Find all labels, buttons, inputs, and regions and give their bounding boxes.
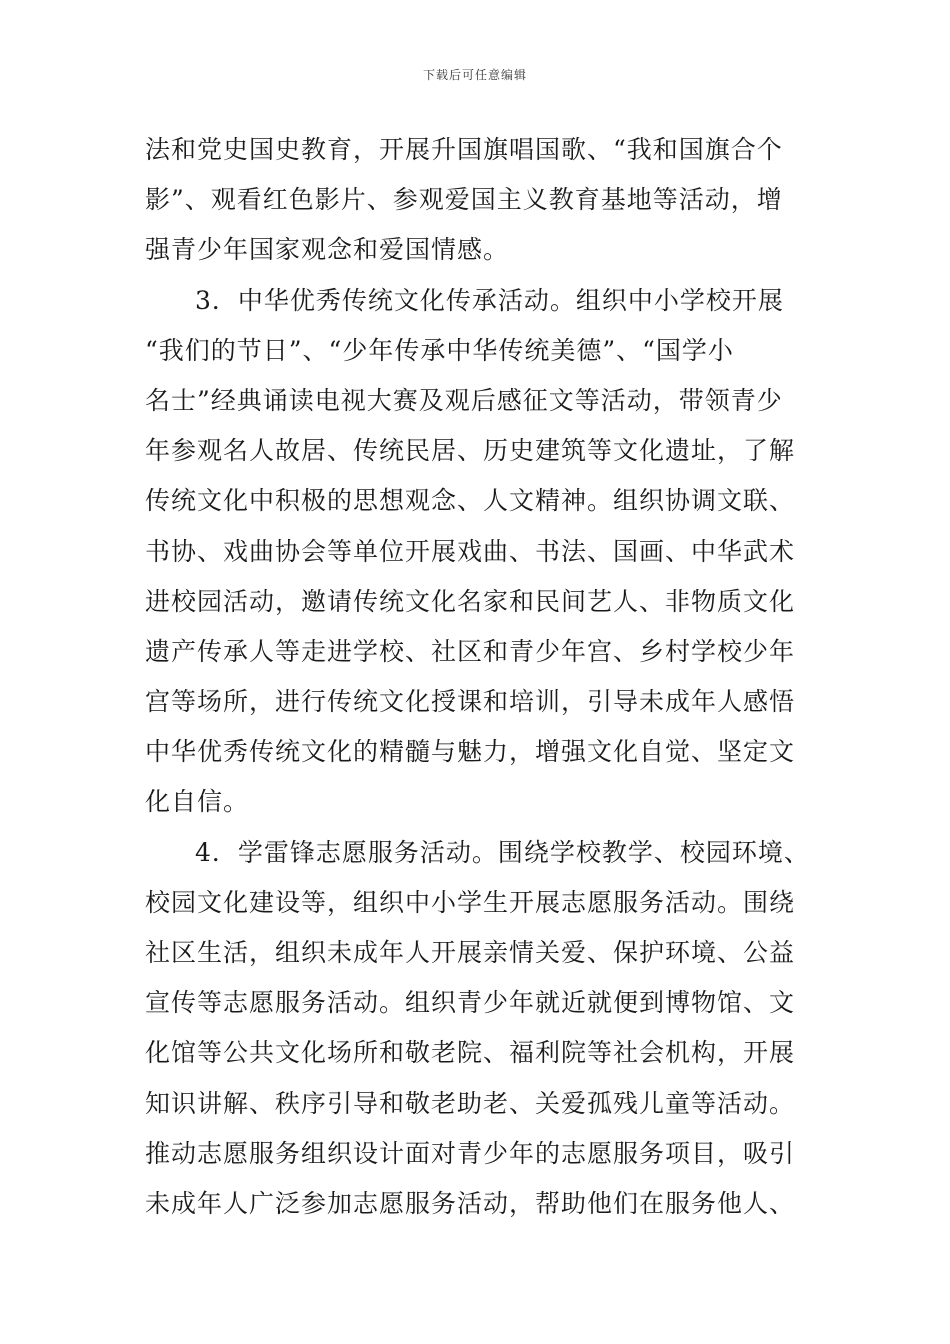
text-line: 书协、戏曲协会等单位开展戏曲、书法、国画、中华武术: [145, 536, 796, 566]
text-line: 校园文化建设等，组织中小学生开展志愿服务活动。围绕: [145, 887, 796, 917]
text-line: 强青少年国家观念和爱国情感。: [145, 235, 510, 265]
paragraph-3-first-line: 3．中华优秀传统文化传承活动。组织中小学校开展: [195, 285, 784, 315]
text-line: 化馆等公共文化场所和敬老院、福利院等社会机构，开展: [145, 1038, 796, 1068]
paragraph-4-first-line: 4．学雷锋志愿服务活动。围绕学校教学、校园环境、: [195, 837, 810, 867]
text-line: 法和党史国史教育，开展升国旗唱国歌、“我和国旗合个: [145, 135, 783, 164]
text-line: “我们的节日”、“少年传承中华传统美德”、“国学小: [145, 335, 734, 365]
text-line: 年参观名人故居、传统民居、历史建筑等文化遗址，了解: [145, 436, 796, 466]
text-line: 社区生活，组织未成年人开展亲情关爱、保护环境、公益: [145, 938, 796, 967]
text-line: 传统文化中积极的思想观念、人文精神。组织协调文联、: [145, 486, 796, 516]
text-line: 化自信。: [145, 787, 250, 817]
text-line: 名士”经典诵读电视大赛及观后感征文等活动，带领青少: [145, 385, 783, 415]
text-line: 宣传等志愿服务活动。组织青少年就近就便到博物馆、文: [145, 988, 796, 1018]
text-line: 知识讲解、秩序引导和敬老助老、关爱孤残儿童等活动。: [145, 1088, 796, 1118]
text-line: 未成年人广泛参加志愿服务活动，帮助他们在服务他人、: [145, 1188, 796, 1218]
text-line: 推动志愿服务组织设计面对青少年的志愿服务项目，吸引: [145, 1138, 796, 1168]
text-line: 宫等场所，进行传统文化授课和培训，引导未成年人感悟: [145, 687, 796, 717]
text-line: 中华优秀传统文化的精髓与魅力，增强文化自觉、坚定文: [145, 737, 796, 767]
text-line: 影”、观看红色影片、参观爱国主义教育基地等活动，增: [145, 185, 783, 215]
text-line: 进校园活动，邀请传统文化名家和民间艺人、非物质文化: [145, 586, 796, 616]
page-header: 下载后可任意编辑: [422, 68, 527, 82]
text-line: 遗产传承人等走进学校、社区和青少年宫、乡村学校少年: [145, 636, 796, 666]
document-body: [145, 125, 810, 1229]
